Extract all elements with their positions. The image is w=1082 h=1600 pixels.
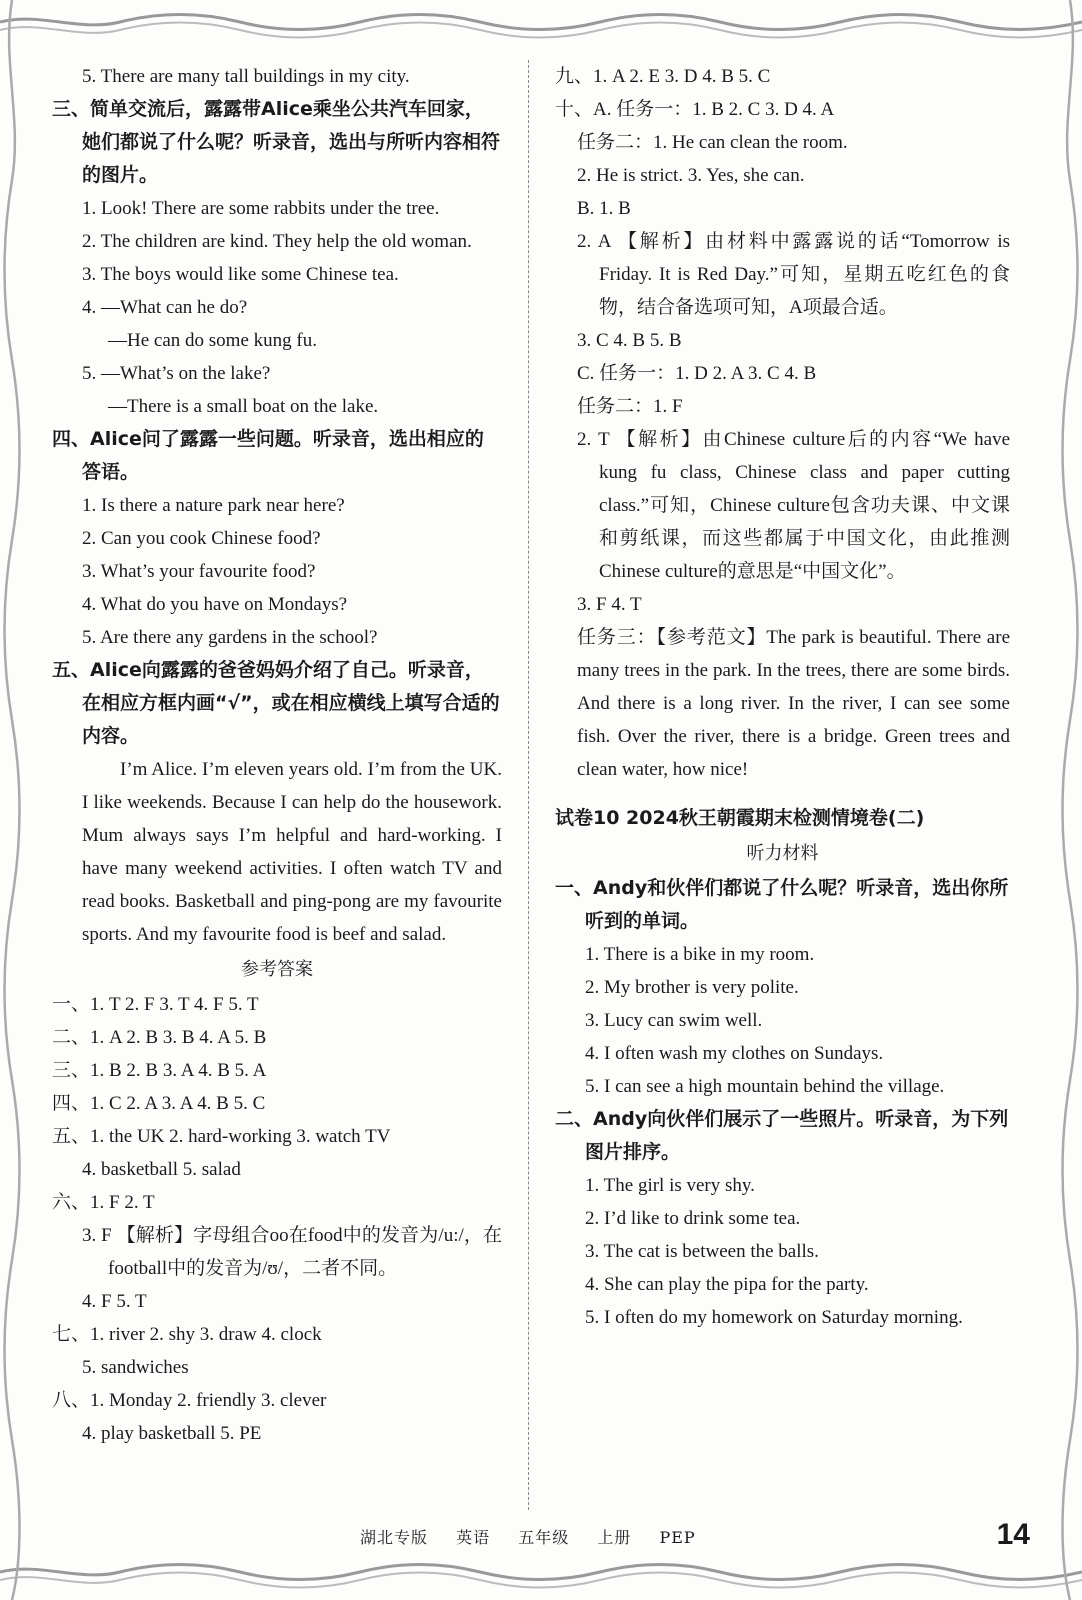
right-column	[555, 60, 1010, 1334]
answer-line: 4. F 5. T	[82, 1291, 147, 1312]
answer-line: 五、1. the UK 2. hard-working 3. watch TV	[52, 1126, 391, 1147]
listening-line: 5. Are there any gardens in the school?	[82, 627, 378, 648]
answer-line: 3. F 4. T	[577, 594, 642, 615]
listening-line: 1. Look! There are some rabbits under the tree.	[82, 198, 440, 219]
answer-line: 5. sandwiches	[82, 1357, 189, 1378]
model-essay: 任务三：【参考范文】The park is beautiful. There are many trees in the park. In the trees, there are some birds. And there is a long river. In the river, I can see some fish. Over the river, there is a bridge. Green trees and clean water, how nice!	[577, 627, 1010, 780]
answer-line: 4. basketball 5. salad	[82, 1159, 241, 1180]
section-5-passage: I’m Alice. I’m eleven years old. I’m from the UK. I like weekends. Because I can help do the housework. Mum always says I’m helpful and hard-working. I have many weekend activities. I often watch TV and read books. Basketball and ping-pong are my favourite sports. And my favourite food is beef and salad.	[82, 759, 502, 945]
top-wave-border	[0, 0, 1082, 40]
answer-explanation: 2. A 【解析】由材料中露露说的话“Tomorrow is Friday. It is Red Day.”可知，星期五吃红色的食物，结合备选项可知，A项最合适。	[577, 231, 1010, 318]
page-number: 14	[996, 1518, 1030, 1551]
footer-region: 湖北专版	[360, 1528, 429, 1547]
listening-line: 2. My brother is very polite.	[585, 977, 799, 998]
paper-section-2-heading: 二、Andy向伙伴们展示了一些照片。听录音，为下列图片排序。	[555, 1108, 1009, 1163]
answer-line: 任务二：1. F	[577, 396, 683, 417]
listening-line: 1. The girl is very shy.	[585, 1175, 755, 1196]
answer-explanation: 3. F 【解析】字母组合oo在food中的发音为/u:/，在football中的发音为/ʊ/，二者不同。	[82, 1225, 502, 1279]
answer-line: B. 1. B	[577, 198, 631, 219]
answer-line: 一、1. T 2. F 3. T 4. F 5. T	[52, 994, 259, 1015]
answer-line: 3. C 4. B 5. B	[577, 330, 682, 351]
listening-line: 3. Lucy can swim well.	[585, 1010, 763, 1031]
right-wave-border	[1058, 0, 1082, 1600]
answer-line: 4. play basketball 5. PE	[82, 1423, 262, 1444]
left-column	[52, 60, 502, 1450]
page-footer	[360, 1525, 718, 1548]
footer-grade: 五年级	[518, 1528, 570, 1547]
listening-line: 3. The boys would like some Chinese tea.	[82, 264, 399, 285]
answer-line: C. 任务一：1. D 2. A 3. C 4. B	[577, 363, 817, 384]
listening-line: 1. There is a bike in my room.	[585, 944, 815, 965]
answer-line: 二、1. A 2. B 3. B 4. A 5. B	[52, 1027, 267, 1048]
listening-line: 3. What’s your favourite food?	[82, 561, 316, 582]
listening-line: 2. I’d like to drink some tea.	[585, 1208, 801, 1229]
answer-line: 任务二：1. He can clean the room.	[577, 132, 848, 153]
listening-line: 2. Can you cook Chinese food?	[82, 528, 321, 549]
listening-line: 5. —What’s on the lake?	[82, 363, 271, 384]
answer-line: 九、1. A 2. E 3. D 4. B 5. C	[555, 66, 771, 87]
listening-line: 5. There are many tall buildings in my city.	[82, 66, 410, 87]
answer-explanation: 2. T 【解析】由Chinese culture后的内容“We have kung fu class, Chinese class and paper cutting class.”可知，Chinese culture包含功夫课、中文课和剪纸课，而这些都属于中国文化，由此推测Chinese culture的意思是“中国文化”。	[577, 429, 1010, 582]
listening-line: 2. The children are kind. They help the old woman.	[82, 231, 472, 252]
listening-title: 听力材料	[746, 843, 819, 864]
answer-line: 2. He is strict. 3. Yes, she can.	[577, 165, 805, 186]
section-4-heading: 四、Alice问了露露一些问题。听录音，选出相应的答语。	[52, 428, 484, 483]
footer-edition: PEP	[659, 1528, 696, 1547]
listening-line: 3. The cat is between the balls.	[585, 1241, 819, 1262]
answer-line: 七、1. river 2. shy 3. draw 4. clock	[52, 1324, 322, 1345]
listening-line: 4. What do you have on Mondays?	[82, 594, 348, 615]
listening-line: 4. She can play the pipa for the party.	[585, 1274, 869, 1295]
left-wave-border	[0, 0, 24, 1600]
answer-line: 六、1. F 2. T	[52, 1192, 155, 1213]
answers-title: 参考答案	[241, 959, 313, 980]
listening-line: —There is a small boat on the lake.	[108, 396, 379, 417]
footer-subject: 英语	[456, 1528, 491, 1547]
listening-line: 5. I can see a high mountain behind the village.	[585, 1076, 945, 1097]
paper-section-1-heading: 一、Andy和伙伴们都说了什么呢？听录音，选出你所听到的单词。	[555, 877, 1009, 932]
section-3-heading: 三、简单交流后，露露带Alice乘坐公共汽车回家，她们都说了什么呢？听录音，选出与所听内容相符的图片。	[52, 98, 501, 186]
column-divider	[528, 60, 529, 1510]
answer-line: 八、1. Monday 2. friendly 3. clever	[52, 1390, 327, 1411]
listening-line: —He can do some kung fu.	[108, 330, 317, 351]
paper-title: 试卷10 2024秋王朝霞期末检测情境卷(二)	[555, 807, 925, 829]
listening-line: 4. I often wash my clothes on Sundays.	[585, 1043, 884, 1064]
answer-line: 十、A. 任务一：1. B 2. C 3. D 4. A	[555, 99, 835, 120]
listening-line: 5. I often do my homework on Saturday morning.	[585, 1307, 963, 1328]
listening-line: 4. —What can he do?	[82, 297, 248, 318]
answer-line: 四、1. C 2. A 3. A 4. B 5. C	[52, 1093, 266, 1114]
listening-line: 1. Is there a nature park near here?	[82, 495, 345, 516]
bottom-wave-border	[0, 1560, 1082, 1600]
section-5-heading: 五、Alice向露露的爸爸妈妈介绍了自己。听录音，在相应方框内画“√”，或在相应横线上填写合适的内容。	[52, 659, 500, 747]
answer-line: 三、1. B 2. B 3. A 4. B 5. A	[52, 1060, 267, 1081]
footer-term: 上册	[597, 1528, 632, 1547]
